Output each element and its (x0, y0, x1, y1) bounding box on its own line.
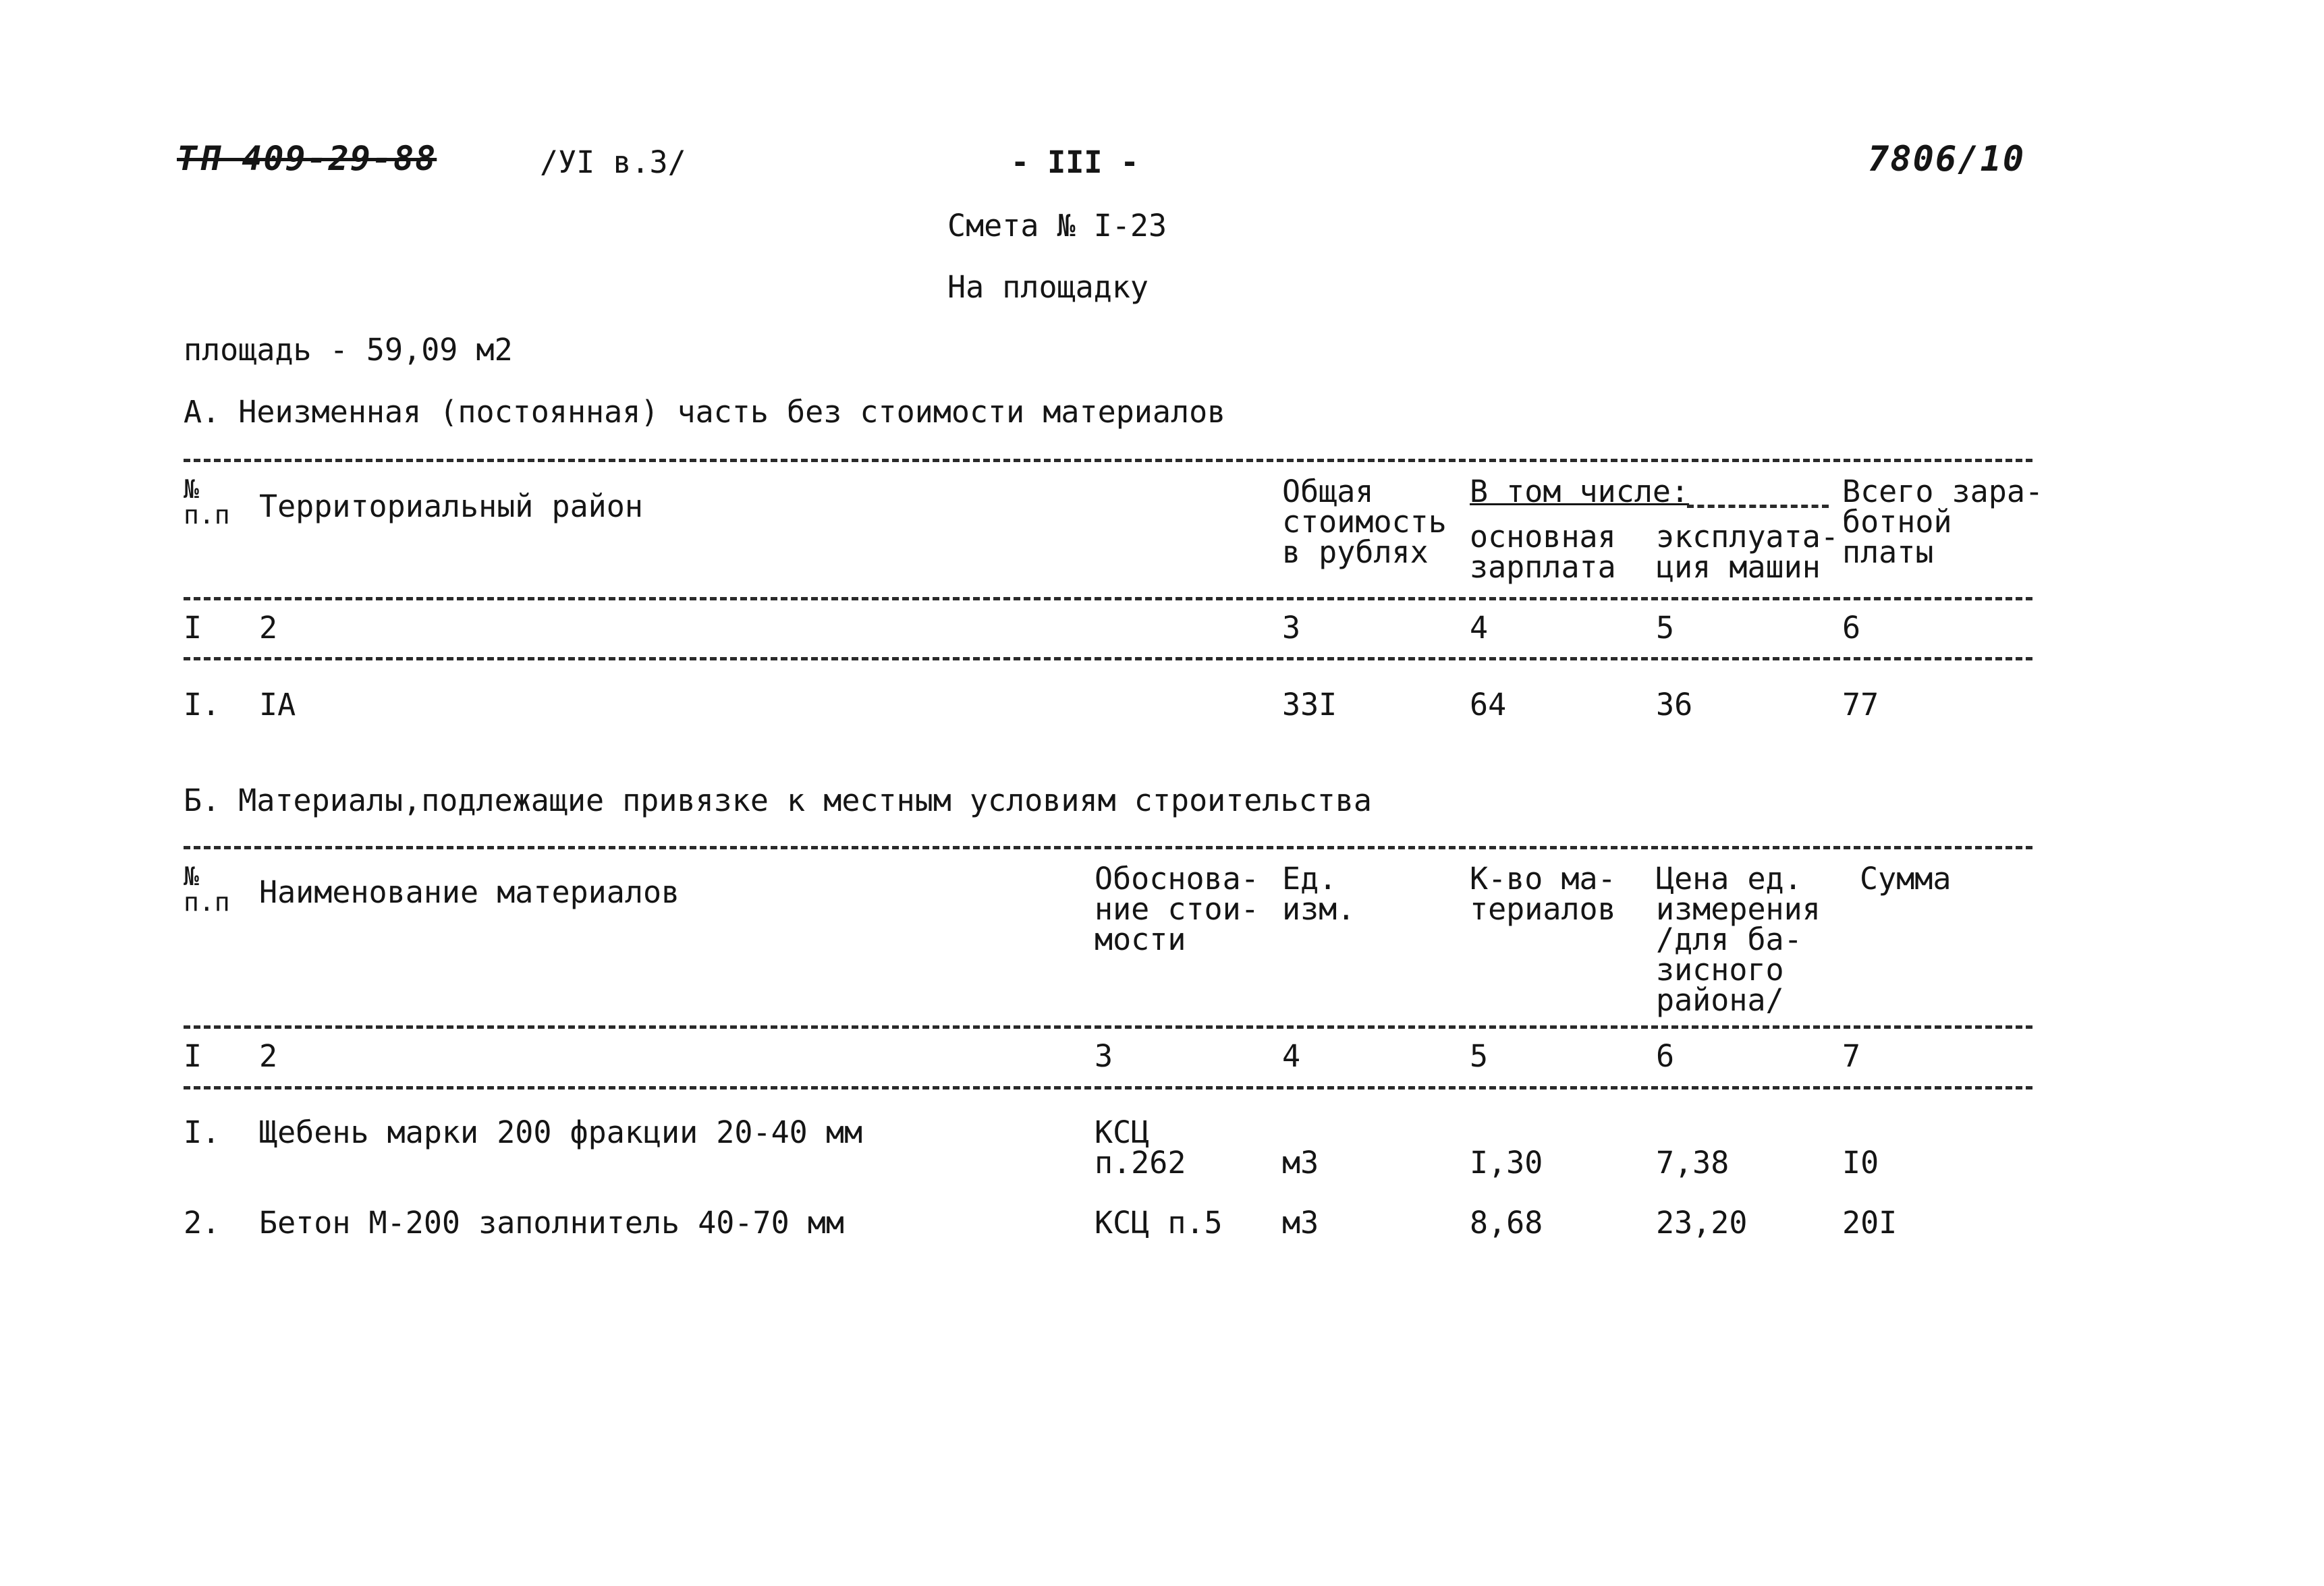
table-a-colnum-2: 2 (259, 610, 278, 646)
table-a-cell-total-wage: 77 (1842, 687, 1879, 723)
table-b-cell-unit: м3 (1282, 1205, 1319, 1241)
table-a-including-rule (1687, 505, 1829, 508)
table-b-colnum-4: 4 (1282, 1038, 1301, 1074)
estimate-title: Смета № I-23 (947, 208, 1167, 244)
table-b-rule-colnums (184, 1086, 2032, 1089)
section-b-title: Б. Материалы,подлежащие привязке к местным условиям строительства (184, 783, 1372, 818)
page-number: - III - (1011, 144, 1139, 180)
table-a-colnum-3: 3 (1282, 610, 1301, 646)
table-b-cell-sum: I0 (1842, 1145, 1879, 1181)
table-b-header-qty: К-во ма- териалов (1470, 861, 1616, 927)
table-b-cell-qty: I,30 (1470, 1145, 1543, 1181)
table-a-rule-header (184, 597, 2032, 600)
table-b-cell-sum: 20I (1842, 1205, 1898, 1241)
table-a-rule-top (184, 459, 2032, 462)
table-b-header-sum: Сумма (1860, 861, 1952, 897)
table-b-colnum-7: 7 (1842, 1038, 1861, 1074)
table-a-colnum-6: 6 (1842, 610, 1861, 646)
table-b-header-name: Наименование материалов (259, 874, 680, 910)
table-b-colnum-5: 5 (1470, 1038, 1489, 1074)
table-a-cell-wage: 64 (1470, 687, 1507, 723)
table-a-colnum-1: I (184, 610, 202, 646)
area-text: площадь - 59,09 м2 (184, 332, 513, 368)
table-b-rule-top (184, 846, 2032, 849)
document-code-right: 7806/10 (1868, 139, 2026, 179)
table-a-header-total-wage: Всего зара- ботной платы (1842, 474, 2044, 570)
table-b-header-num: № п.п (184, 861, 230, 917)
table-b-cell-unit: м3 (1282, 1145, 1319, 1181)
table-a-cell-total: 33I (1282, 687, 1337, 723)
table-a-colnum-4: 4 (1470, 610, 1489, 646)
table-b-cell-basis: КСЦ п.262 (1095, 1114, 1186, 1181)
table-b-cell-num: 2. (184, 1205, 221, 1241)
table-a-header-district: Территориальный район (259, 488, 643, 524)
table-b-colnum-2: 2 (259, 1038, 278, 1074)
table-b-colnum-6: 6 (1656, 1038, 1675, 1074)
table-b-cell-name: Щебень марки 200 фракции 20-40 мм (259, 1114, 863, 1150)
document-code-left: ТП 409-29-88 (177, 139, 437, 178)
table-b-header-price: Цена ед. измерения /для ба- зисного района/ (1656, 861, 1821, 1018)
table-a-header-num: № п.п (184, 474, 230, 530)
estimate-subtitle: На площадку (947, 269, 1149, 305)
table-b-header-basis: Обоснова- ние стои- мости (1095, 861, 1259, 957)
table-a-cell-district: IA (259, 687, 296, 723)
table-b-cell-price: 23,20 (1656, 1205, 1748, 1241)
table-b-cell-price: 7,38 (1656, 1145, 1730, 1181)
table-a-header-wage: основная зарплата (1470, 519, 1616, 585)
table-a-header-total: Общая стоимость в рублях (1282, 474, 1447, 570)
table-b-colnum-1: I (184, 1038, 202, 1074)
table-a-colnum-5: 5 (1656, 610, 1675, 646)
table-b-cell-qty: 8,68 (1470, 1205, 1543, 1241)
table-b-cell-name: Бетон М-200 заполнитель 40-70 мм (259, 1205, 844, 1241)
table-b-cell-num: I. (184, 1114, 221, 1150)
table-a-rule-colnums (184, 657, 2032, 660)
table-b-cell-basis: КСЦ п.5 (1095, 1205, 1223, 1241)
table-b-header-unit: Ед. изм. (1282, 861, 1356, 927)
table-b-rule-header (184, 1025, 2032, 1029)
table-a-header-including: В том числе: (1470, 474, 1690, 509)
table-a-header-machine: эксплуата- ция машин (1656, 519, 1839, 585)
album-reference: /УI в.3/ (540, 144, 686, 180)
section-a-title: А. Неизменная (постоянная) часть без стоимости материалов (184, 394, 1226, 430)
table-a-cell-machine: 36 (1656, 687, 1693, 723)
table-b-colnum-3: 3 (1095, 1038, 1113, 1074)
table-a-cell-num: I. (184, 687, 221, 723)
